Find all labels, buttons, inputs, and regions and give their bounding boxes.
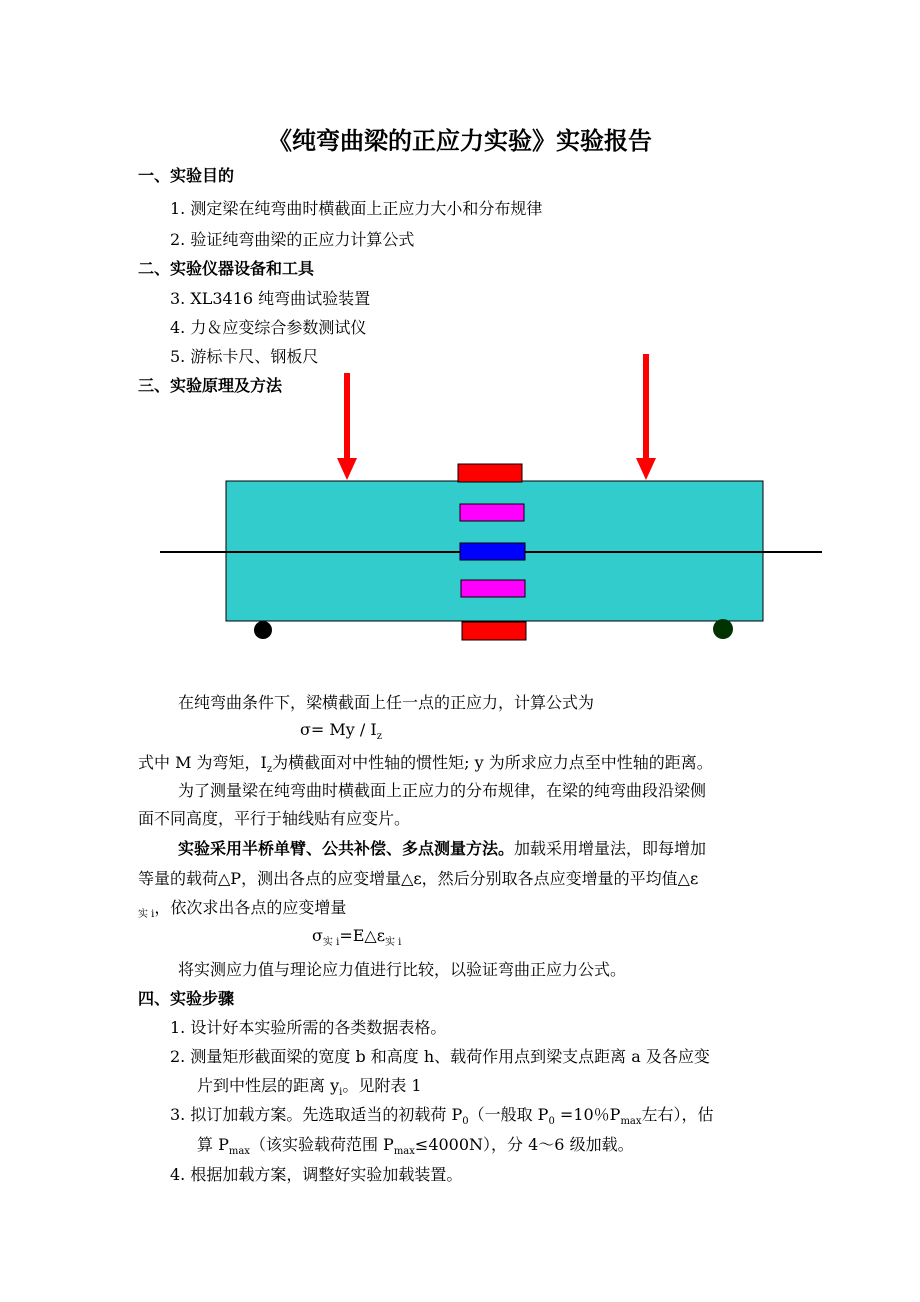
- measured-stress-formula: $\sigma_{实 i}=E\triangle\varepsilon_{实 i}$: [312, 926, 402, 948]
- step-3-line2: 算 $P_{max}$（该实验载荷范围 $P_{max}\le 4000N$），分 4～6 级加载。: [197, 1135, 634, 1157]
- stress-formula: $\sigma= My / I_z$: [300, 720, 382, 742]
- load-arrow-left-head: [337, 458, 357, 480]
- purpose-item-2: 2. 验证纯弯曲梁的正应力计算公式: [170, 230, 415, 249]
- section-heading-equipment: 二、实验仪器设备和工具: [138, 259, 315, 278]
- step-3-line1: 3. 拟订加载方案。先选取适当的初载荷 $P_0$（一般取 $P_0 =10$％$P_{max}$左右），估: [170, 1105, 714, 1127]
- strain-gauge-top: [458, 464, 522, 482]
- principle-para4: 将实测应力值与理论应力值进行比较，以验证弯曲正应力公式。: [178, 960, 627, 979]
- step-1: 1. 设计好本实验所需的各类数据表格。: [170, 1018, 447, 1037]
- purpose-item-1: 1. 测定梁在纯弯曲时横截面上正应力大小和分布规律: [170, 199, 543, 218]
- step-2-line2: 片到中性层的距离 $y_i$。见附表 1: [197, 1076, 422, 1098]
- support-right: [713, 619, 733, 639]
- equipment-item-3: 5. 游标卡尺、钢板尺: [170, 347, 319, 366]
- strain-gauge-bottom: [462, 622, 526, 640]
- strain-gauge-lower: [461, 580, 525, 597]
- principle-para2-line1: 为了测量梁在纯弯曲时横截面上正应力的分布规律，在梁的纯弯曲段沿梁侧: [178, 781, 707, 800]
- step-2-line1: 2. 测量矩形截面梁的宽度 b 和高度 h、载荷作用点到梁支点距离 a 及各应变: [170, 1047, 710, 1066]
- strain-gauge-neutral: [460, 543, 525, 560]
- formula-explanation: 式中 M 为弯矩，$I_z$为横截面对中性轴的惯性矩; y 为所求应力点至中性轴的距离。: [138, 753, 713, 775]
- section-heading-principle: 三、实验原理及方法: [138, 376, 283, 395]
- section-heading-steps: 四、实验步骤: [138, 989, 235, 1008]
- principle-intro: 在纯弯曲条件下，梁横截面上任一点的正应力，计算公式为: [178, 693, 595, 712]
- load-arrow-right-head: [636, 458, 656, 480]
- principle-para3-line3: $_{实 i}$，依次求出各点的应变增量: [138, 898, 347, 920]
- strain-gauge-upper: [460, 504, 524, 521]
- principle-para3-line1: 实验采用半桥单臂、公共补偿、多点测量方法。加载采用增量法，即每增加: [178, 839, 707, 858]
- step-4: 4. 根据加载方案，调整好实验加载装置。: [170, 1165, 463, 1184]
- support-left: [254, 621, 272, 639]
- equipment-item-1: 3. XL3416 纯弯曲试验装置: [170, 289, 371, 308]
- principle-para2-line2: 面不同高度，平行于轴线贴有应变片。: [138, 809, 411, 828]
- page-title: 《纯弯曲梁的正应力实验》实验报告: [268, 127, 652, 155]
- equipment-item-2: 4. 力＆应变综合参数测试仪: [170, 318, 367, 337]
- principle-para3-line2: 等量的载荷△P，测出各点的应变增量△ε，然后分别取各点应变增量的平均值△ε: [138, 869, 699, 888]
- section-heading-purpose: 一、实验目的: [138, 166, 235, 185]
